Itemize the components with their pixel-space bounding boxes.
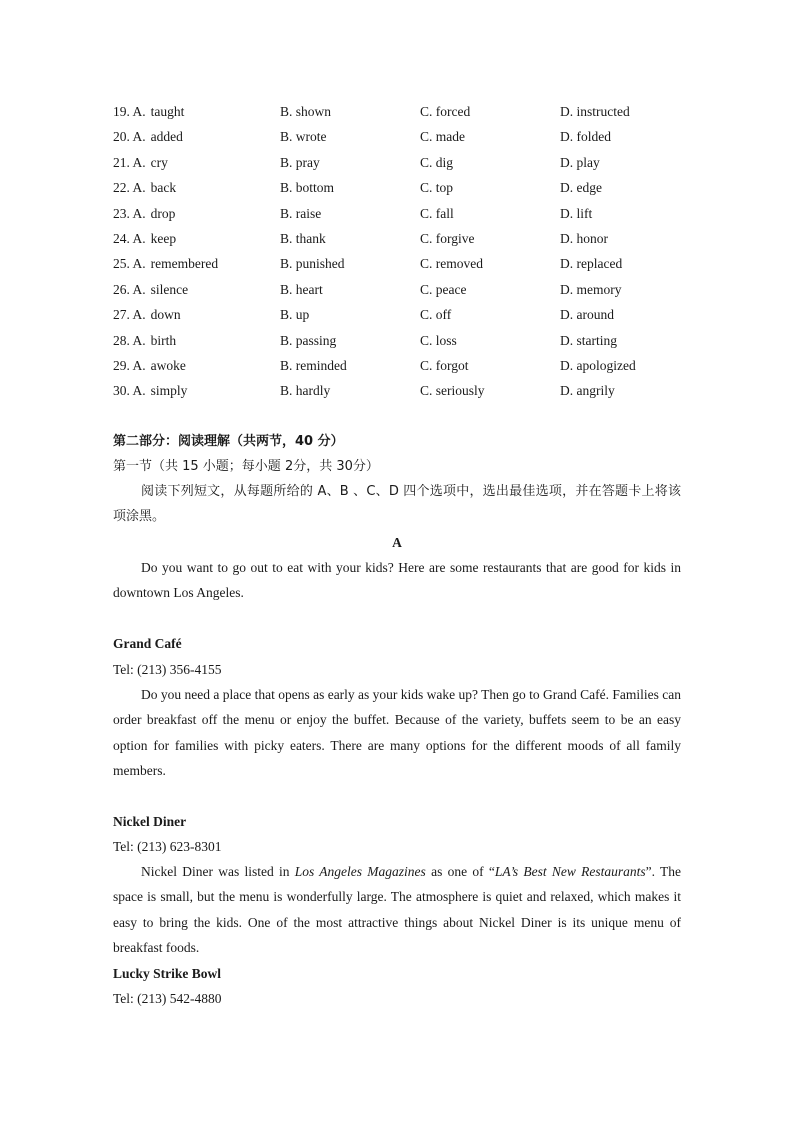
option-row	[113, 102, 693, 127]
option-c: C. peace	[420, 281, 467, 297]
option-a	[113, 204, 175, 224]
restaurant-name-lucky-strike: Lucky Strike Bowl	[113, 966, 222, 981]
option-d: D. apologized	[560, 357, 636, 373]
option-a	[113, 127, 183, 147]
option-a	[113, 178, 176, 198]
option-a	[113, 102, 184, 122]
option-a	[113, 381, 187, 401]
option-row	[113, 229, 693, 254]
option-d: D. starting	[560, 332, 617, 348]
option-c: C. forgive	[420, 230, 475, 246]
option-d: D. memory	[560, 281, 622, 297]
list-title: LA’s Best New Restaurants	[494, 864, 646, 879]
option-b: B. up	[280, 307, 310, 323]
option-b: B. punished	[280, 256, 345, 272]
option-a-text: simply	[150, 383, 188, 399]
question-number: 30. A.	[113, 383, 146, 399]
option-row	[113, 127, 693, 152]
option-c: C. dig	[420, 154, 454, 170]
option-a	[113, 356, 186, 376]
question-number: 27. A.	[113, 307, 146, 323]
option-row	[113, 305, 693, 330]
restaurant-tel-lucky-strike: Tel: (213) 542-4880	[113, 991, 222, 1006]
passage-intro: Do you want to go out to eat with your kids? Here are some restaurants that are good for kids in downtown Los Angeles.	[113, 560, 681, 601]
question-number: 19. A.	[113, 104, 146, 119]
option-a	[113, 280, 188, 300]
answer-options-table	[113, 102, 693, 407]
reading-instruction: 阅读下列短文，从每题所给的 A、B 、C、D 四个选项中，选出最佳选项，并在答题卡上将该项涂黑。	[113, 484, 681, 525]
question-number: 20. A.	[113, 129, 146, 145]
option-a-text: back	[150, 180, 177, 196]
option-b: B. raise	[280, 205, 322, 221]
option-row	[113, 254, 693, 279]
desc-text: ”. The space is small, but the menu is wonderfully large. The atmosphere is quiet and relaxed, which makes it easy to bring the kids. One of the most attractive things about Nickel Diner is its unique menu of breakfast foods.	[113, 864, 682, 956]
option-a-text: silence	[150, 281, 189, 297]
option-d: D. around	[560, 307, 614, 323]
option-a	[113, 331, 176, 351]
option-b: B. pray	[280, 154, 320, 170]
option-c: C. loss	[420, 332, 457, 348]
desc-text: as one of “	[425, 864, 495, 879]
option-c: C. fall	[420, 205, 454, 221]
option-row	[113, 381, 693, 406]
option-a-text: taught	[150, 104, 185, 119]
option-a-text: down	[150, 307, 181, 323]
option-row	[113, 356, 693, 381]
passage-label: A	[392, 535, 402, 550]
restaurant-desc-grand-cafe: Do you need a place that opens as early as your kids wake up? Then go to Grand Café. Families can order breakfast off the menu or enjoy the buffet. Because of the variety, buffets seem to be an easy option for families with picky eaters. There are many options for the different moods of all family members.	[113, 687, 681, 779]
option-a-text: keep	[150, 230, 177, 246]
question-number: 26. A.	[113, 281, 146, 297]
option-a-text: birth	[150, 332, 177, 348]
option-b: B. bottom	[280, 180, 335, 196]
option-c: C. removed	[420, 256, 483, 272]
question-number: 22. A.	[113, 180, 146, 196]
option-d: D. honor	[560, 230, 608, 246]
option-d: D. edge	[560, 180, 602, 196]
option-a-text: drop	[150, 205, 176, 221]
option-c: C. seriously	[420, 383, 485, 399]
option-a-text: cry	[150, 154, 168, 170]
option-b: B. hardly	[280, 383, 331, 399]
option-b: B. thank	[280, 230, 326, 246]
restaurant-desc-nickel-diner	[113, 859, 681, 961]
restaurant-name-grand-cafe: Grand Café	[113, 636, 182, 651]
option-b: B. passing	[280, 332, 337, 348]
restaurant-tel-nickel-diner: Tel: (213) 623-8301	[113, 839, 222, 854]
question-number: 25. A.	[113, 256, 146, 272]
option-row	[113, 280, 693, 305]
option-a	[113, 153, 168, 173]
option-d: D. lift	[560, 205, 593, 221]
option-a	[113, 229, 176, 249]
option-c: C. forgot	[420, 357, 469, 373]
question-number: 23. A.	[113, 205, 146, 221]
option-c: C. forced	[420, 104, 471, 119]
question-number: 28. A.	[113, 332, 146, 348]
option-b: B. wrote	[280, 129, 327, 145]
option-row	[113, 204, 693, 229]
option-row	[113, 153, 693, 178]
question-number: 29. A.	[113, 357, 146, 373]
restaurant-tel-grand-cafe: Tel: (213) 356-4155	[113, 662, 222, 677]
option-a	[113, 254, 218, 274]
option-row	[113, 178, 693, 203]
question-number: 24. A.	[113, 230, 146, 246]
desc-text: Nickel Diner was listed in	[141, 864, 295, 879]
magazine-title: Los Angeles Magazines	[294, 864, 426, 879]
option-d: D. folded	[560, 129, 611, 145]
option-a	[113, 305, 181, 325]
question-number: 21. A.	[113, 154, 146, 170]
option-d: D. instructed	[560, 104, 630, 119]
option-a-text: added	[150, 129, 183, 145]
option-b: B. heart	[280, 281, 323, 297]
option-c: C. off	[420, 307, 452, 323]
option-a-text: remembered	[150, 256, 219, 272]
option-a-text: awoke	[150, 357, 186, 373]
restaurant-name-nickel-diner: Nickel Diner	[113, 814, 187, 829]
option-d: D. replaced	[560, 256, 623, 272]
option-d: D. play	[560, 154, 600, 170]
part-two-title: 第二部分：阅读理解（共两节，40 分）	[113, 434, 344, 449]
option-b: B. reminded	[280, 357, 347, 373]
option-c: C. top	[420, 180, 454, 196]
option-row	[113, 331, 693, 356]
option-d: D. angrily	[560, 383, 615, 399]
option-c: C. made	[420, 129, 465, 145]
option-b: B. shown	[280, 104, 332, 119]
section-one-title: 第一节（共 15 小题；每小题 2分，共 30分）	[113, 459, 379, 474]
